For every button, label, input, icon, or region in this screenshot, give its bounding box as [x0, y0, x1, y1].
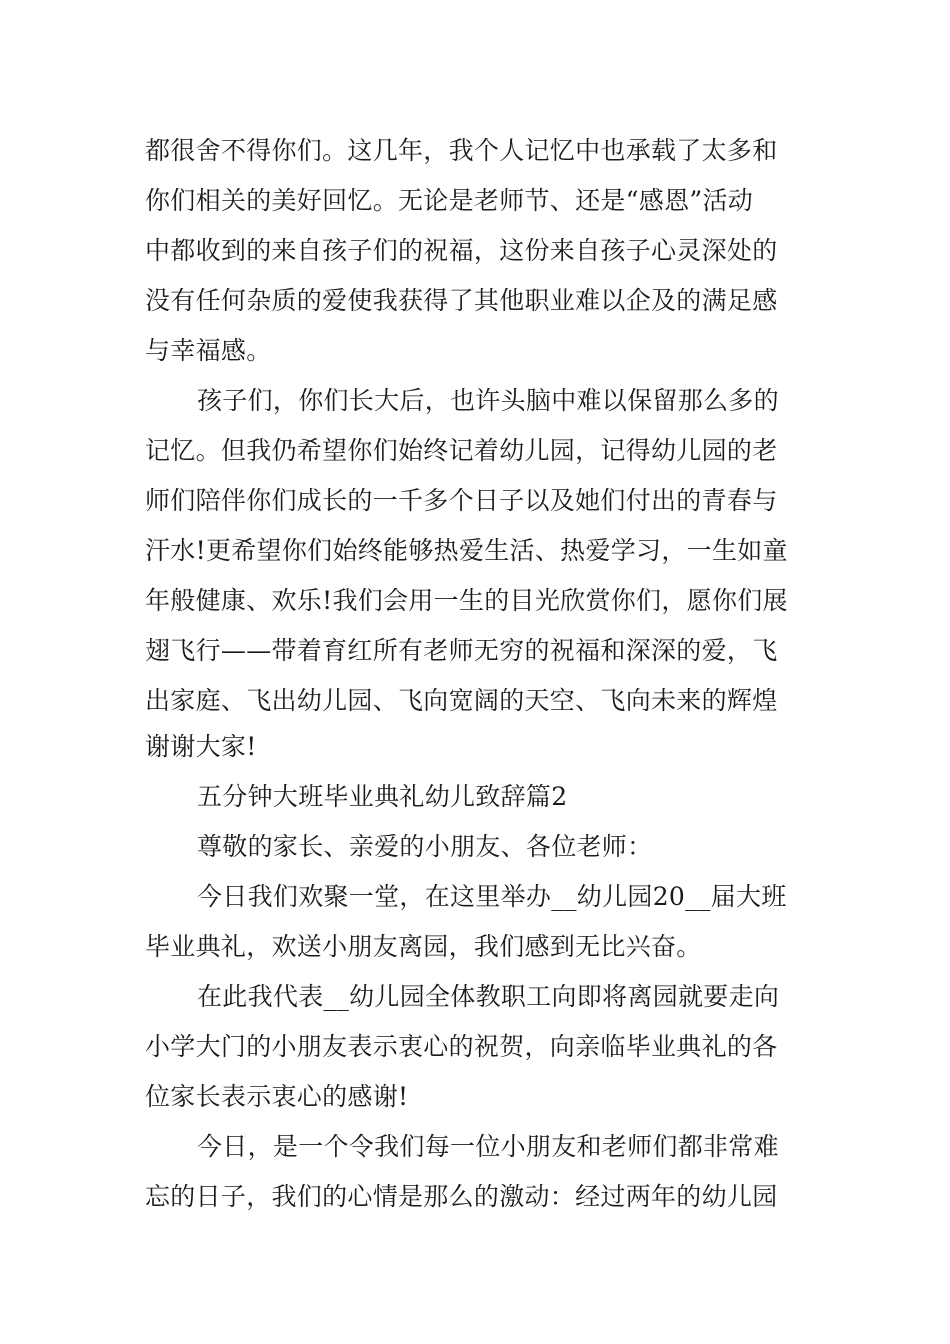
- text-line: 汗水!更希望你们始终能够热爱生活、热爱学习，一生如童: [145, 536, 788, 565]
- text-line: 你们相关的美好回忆。无论是老师节、还是“感恩”活动: [145, 186, 754, 215]
- text-line: 小学大门的小朋友表示衷心的祝贺，向亲临毕业典礼的各: [145, 1032, 778, 1061]
- paragraph-start-line: 今日，是一个令我们每一位小朋友和老师们都非常难: [197, 1132, 779, 1161]
- text-line: 都很舍不得你们。这几年，我个人记忆中也承载了太多和: [145, 136, 778, 165]
- text-line: 忘的日子，我们的心情是那么的激动：经过两年的幼儿园: [145, 1182, 778, 1211]
- text-line: 没有任何杂质的爱使我获得了其他职业难以企及的满足感: [145, 286, 778, 315]
- paragraph-start-line: 孩子们，你们长大后，也许头脑中难以保留那么多的: [197, 386, 779, 415]
- salutation-line: 尊敬的家长、亲爱的小朋友、各位老师：: [197, 832, 653, 861]
- text-line: 年般健康、欢乐!我们会用一生的目光欣赏你们，愿你们展: [145, 586, 788, 615]
- text-line: 毕业典礼，欢送小朋友离园，我们感到无比兴奋。: [145, 932, 702, 961]
- paragraph-start-line: 今日我们欢聚一堂，在这里举办__幼儿园20__届大班: [197, 882, 787, 911]
- text-line: 师们陪伴你们成长的一千多个日子以及她们付出的青春与: [145, 486, 778, 515]
- text-line: 记忆。但我仍希望你们始终记着幼儿园，记得幼儿园的老: [145, 436, 778, 465]
- text-line: 出家庭、飞出幼儿园、飞向宽阔的天空、飞向未来的辉煌: [145, 686, 778, 715]
- text-line: 与幸福感。: [145, 336, 272, 365]
- text-line: 中都收到的来自孩子们的祝福，这份来自孩子心灵深处的: [145, 236, 778, 265]
- paragraph-start-line: 在此我代表__幼儿园全体教职工向即将离园就要走向: [197, 982, 780, 1011]
- text-line: 翅飞行——带着育红所有老师无穷的祝福和深深的爱，飞: [145, 636, 778, 665]
- text-line: 位家长表示衷心的感谢!: [145, 1082, 409, 1111]
- text-line: 谢谢大家!: [145, 732, 257, 761]
- section-heading: 五分钟大班毕业典礼幼儿致辞篇2: [197, 782, 568, 811]
